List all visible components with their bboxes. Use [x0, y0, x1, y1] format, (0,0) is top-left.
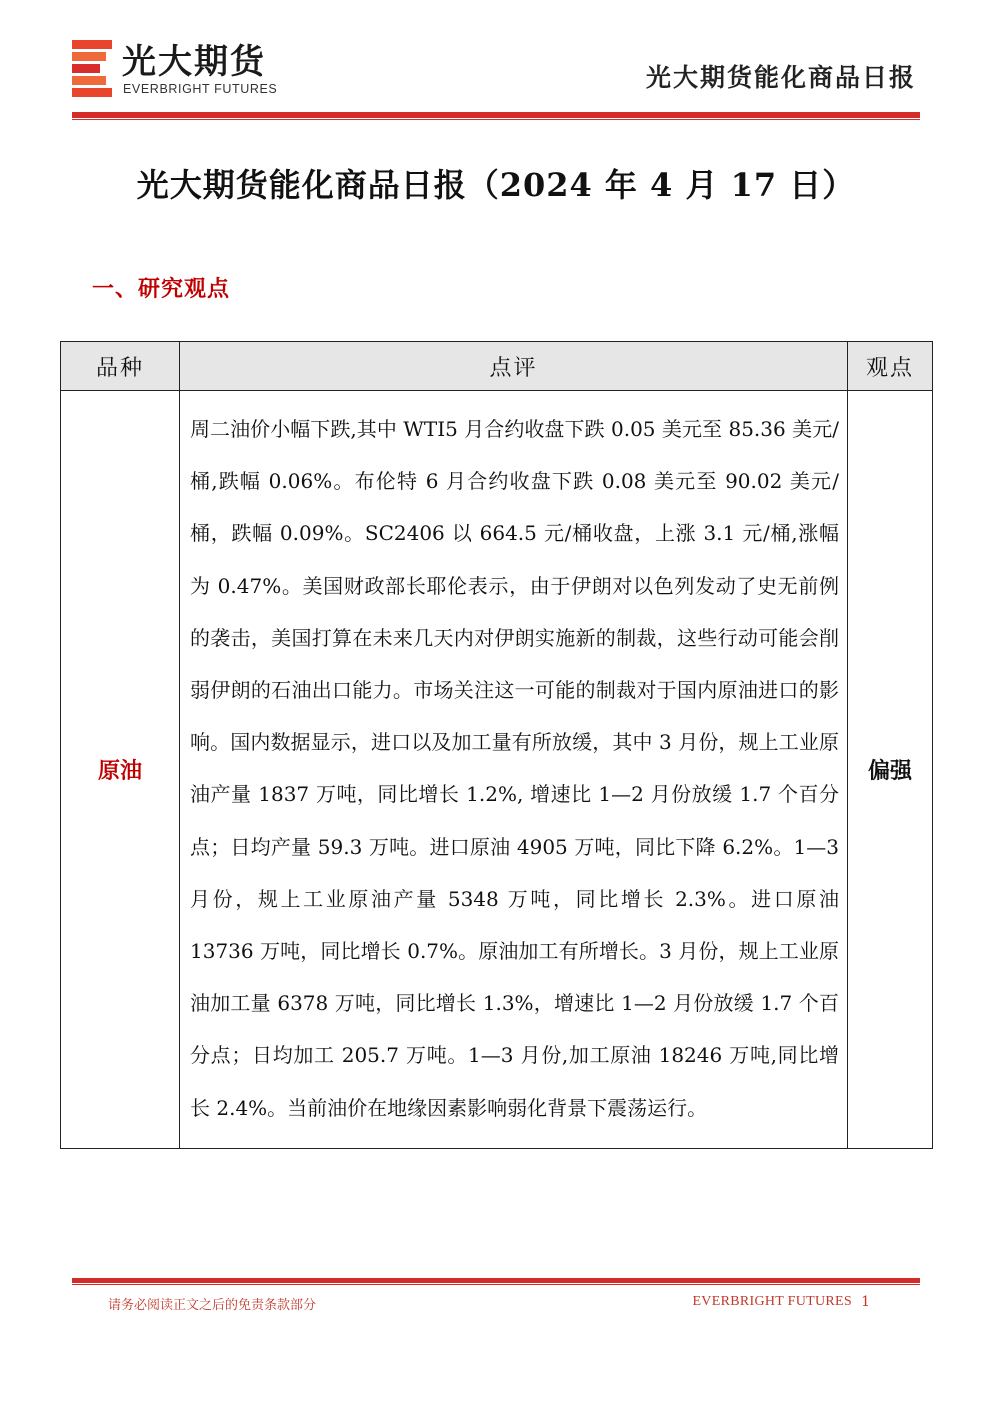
footer-page-number: 1 — [861, 1294, 870, 1310]
header-view: 观点 — [848, 342, 933, 391]
logo-text-cn: 光大期货 — [122, 42, 266, 82]
variety-cell: 原油 — [61, 391, 180, 1149]
view-cell: 偏强 — [848, 391, 933, 1149]
logo-text-en: EVERBRIGHT FUTURES — [123, 82, 278, 96]
header-divider — [72, 112, 920, 118]
footer-brand: EVERBRIGHT FUTURES — [692, 1294, 852, 1309]
header-report-name: 光大期货能化商品日报 — [645, 63, 916, 92]
header-comment: 点评 — [180, 342, 848, 391]
footer-disclaimer: 请务必阅读正文之后的免责条款部分 — [108, 1298, 317, 1313]
header-divider-thin — [72, 119, 920, 120]
footer-divider-thin — [72, 1284, 920, 1285]
everbright-logo-icon — [72, 40, 112, 98]
document-title: 光大期货能化商品日报（2024 年 4 月 17 日） — [136, 166, 856, 204]
footer-divider — [72, 1278, 920, 1283]
header-variety: 品种 — [61, 342, 180, 391]
research-table — [60, 341, 933, 1149]
comment-cell: 周二油价小幅下跌,其中 WTI5 月合约收盘下跌 0.05 美元至 85.36 美元/桶,跌幅 0.06%。布伦特 6 月合约收盘下跌 0.08 美元至 90.02 美元/桶，跌幅 0.09%。SC2406 以 664.5 元/桶收盘，上涨 3.1 元/桶,涨幅为 0.47%。美国财政部长耶伦表示，由于伊朗对以色列发动了史无前例的袭击，美国打算在未来几天内对伊朗实施新的制裁，这些行动可能会削弱伊朗的石油出口能力。市场关注这一可能的制裁对于国内原油进口的影响。国内数据显示，进口以及加工量有所放缓，其中 3 月份，规上工业原油产量 1837 万吨，同比增长 1.2%, 增速比 1—2 月份放缓 1.7 个百分点；日均产量 59.3 万吨。进口原油 4905 万吨，同比下降 6.2%。1—3 月份，规上工业原油产量 5348 万吨，同比增长 2.3%。进口原油 13736 万吨，同比增长 0.7%。原油加工有所增长。3 月份，规上工业原油加工量 6378 万吨，同比增长 1.3%，增速比 1—2 月份放缓 1.7 个百分点；日均加工 205.7 万吨。1—3 月份,加工原油 18246 万吨,同比增长 2.4%。当前油价在地缘因素影响弱化背景下震荡运行。 — [180, 391, 848, 1149]
table-header-row — [61, 342, 933, 391]
table-row — [61, 391, 933, 1149]
section-heading: 一、研究观点 — [92, 276, 231, 302]
